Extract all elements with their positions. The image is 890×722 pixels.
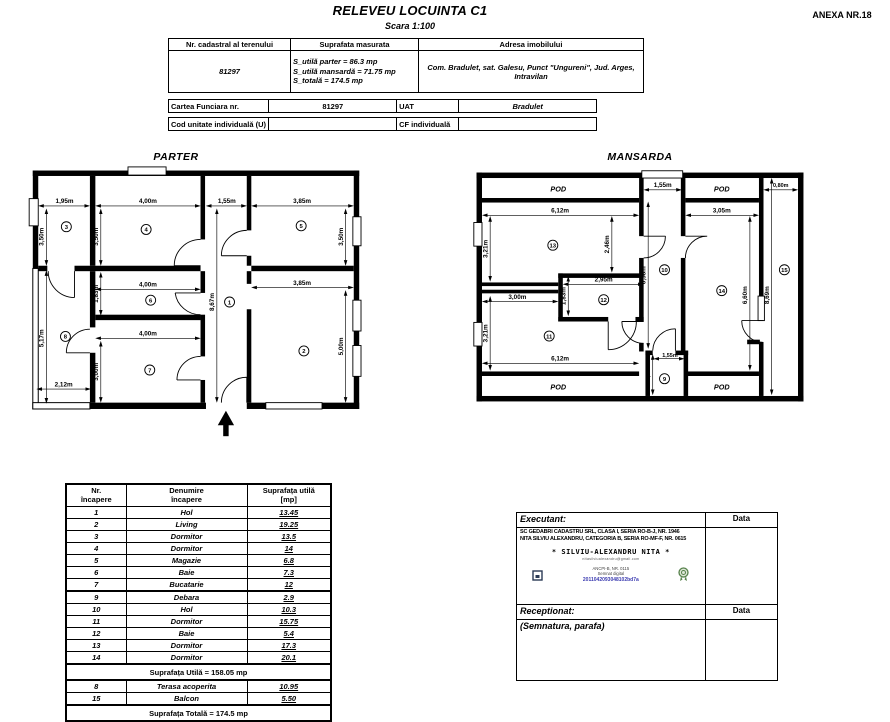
table-row [66, 519, 331, 531]
dim-label: 3,85m [293, 198, 312, 206]
land-book-label: Cartea Funciara nr. [169, 100, 269, 113]
dim-label: 3,21m [482, 324, 490, 343]
table-row [66, 531, 331, 543]
area-total: S_totală = 174.5 mp [293, 76, 363, 86]
uat-value: Bradulet [459, 100, 597, 113]
room-area: 20.1 [247, 652, 331, 665]
room-nr: 6 [66, 567, 126, 579]
room-name: Baie [126, 567, 247, 579]
room-nr: 2 [66, 519, 126, 531]
total-area: Suprafața Totală = 174.5 mp [66, 705, 331, 721]
header-line: Denumire [169, 485, 204, 495]
dim-label: 4,00m [138, 330, 157, 338]
dim-label: 3,50m [93, 227, 101, 246]
certificate-icon [532, 568, 543, 586]
dim-label: 1,55m [217, 198, 236, 206]
dim-label: 4,00m [138, 281, 157, 289]
room-name: Bucatarie [126, 579, 247, 592]
dim-label: 1,83m [93, 284, 101, 303]
room-name: Magazie [126, 555, 247, 567]
room-area: 17.3 [247, 640, 331, 652]
pod-label: POD [550, 184, 567, 194]
firm-line-2: NITA SILVIU ALEXANDRU, CATEGORIA B, SERIA RO-MF-F, NR. 0615 [520, 535, 687, 542]
dim-label: 1,95m [55, 198, 74, 206]
header-line: Nr. [91, 485, 102, 495]
dim-label: 8,67m [209, 293, 217, 311]
room-nr: 8 [66, 680, 126, 693]
stamp-name: * SILVIU-ALEXANDRU NITA * [551, 547, 670, 556]
semnatura-label: (Semnatura, parafa) [517, 620, 706, 681]
room-name: Dormitor [126, 652, 247, 665]
room-name: Dormitor [126, 640, 247, 652]
room-nr: 10 [66, 604, 126, 616]
room-nr: 3 [66, 531, 126, 543]
entrance-arrow [218, 411, 234, 436]
dim-label: 4,00m [138, 198, 157, 206]
table-row [66, 616, 331, 628]
page-subtitle: Scara 1:100 [384, 21, 436, 31]
table-row [66, 680, 331, 693]
room-nr: 11 [66, 616, 126, 628]
dim-label: 3,00m [508, 293, 527, 301]
data-label: Data [705, 513, 777, 528]
unit-code-table [168, 117, 597, 131]
dim-label: 3,85m [293, 279, 312, 287]
cadastral-number: 81297 [169, 51, 291, 93]
dim-label: 6,58m [640, 266, 648, 285]
uat-label: UAT [397, 100, 459, 113]
dim-label: 3,21m [482, 239, 490, 258]
dim-label: 3,50m [337, 227, 345, 246]
room-number: 9 [662, 376, 667, 383]
mansarda-windows [474, 171, 765, 346]
table-row [66, 543, 331, 555]
mansarda-walls [477, 173, 804, 402]
parter-windows [29, 167, 361, 409]
executant-date-cell [705, 528, 777, 605]
unit-code-label: Cod unitate individuală (U) [169, 118, 269, 131]
table-row [66, 652, 331, 665]
area-mansarda: S_utilă mansardă = 71.75 mp [293, 66, 396, 76]
data-label-2: Data [705, 605, 777, 620]
dim-label: 3,05m [712, 207, 731, 215]
room-name: Baie [126, 628, 247, 640]
dim-label: 2,46m [604, 235, 612, 254]
room-area: 10.95 [247, 680, 331, 693]
table-row [66, 604, 331, 616]
room-nr: 4 [66, 543, 126, 555]
receptionat-date-cell [705, 620, 777, 681]
room-nr: 12 [66, 628, 126, 640]
room-area: 6.8 [247, 555, 331, 567]
measured-areas [291, 51, 419, 93]
room-number: 5 [299, 224, 303, 231]
room-number: 2 [302, 349, 306, 356]
parter-floor-plan [28, 166, 364, 438]
room-area: 10.3 [247, 604, 331, 616]
dim-label: 1,83m [560, 287, 568, 306]
dim-label: 6,12m [551, 207, 570, 215]
room-number: 1 [227, 300, 232, 307]
land-book-number: 81297 [269, 100, 397, 113]
dim-label: 2,12m [54, 381, 73, 389]
cadastral-col3-header: Adresa imobilului [419, 39, 644, 51]
room-nr: 13 [66, 640, 126, 652]
header-line: încapere [171, 494, 202, 504]
page-title: RELEVEU LOCUINTA C1 [332, 3, 488, 18]
table-row [66, 693, 331, 706]
cf-individual-label: CF individuală [397, 118, 459, 131]
pod-label: POD [713, 184, 730, 194]
stamp-hash: 2011042093048102bd7a [582, 576, 639, 583]
room-area: 13.5 [247, 531, 331, 543]
cf-individual-value [459, 118, 597, 131]
dim-label: 5,17m [38, 329, 46, 348]
col-header-nr [66, 484, 126, 507]
pod-label: POD [713, 382, 730, 392]
room-area: 2.9 [247, 591, 331, 604]
room-area: 5.50 [247, 693, 331, 706]
room-number: 4 [144, 227, 148, 234]
room-number: 10 [661, 268, 668, 275]
room-nr: 15 [66, 693, 126, 706]
pod-label: POD [550, 382, 567, 392]
dim-label: 8,69m [763, 286, 771, 305]
cadastral-table [168, 38, 644, 93]
col-header-name [126, 484, 247, 507]
room-name: Debara [126, 591, 247, 604]
room-area: 13.45 [247, 507, 331, 519]
room-number: 8 [63, 334, 68, 341]
header-line: Suprafața utilă [262, 485, 315, 495]
room-number: 7 [148, 368, 152, 375]
header-line: [mp] [280, 494, 297, 504]
room-area: 7.3 [247, 567, 331, 579]
room-number: 14 [718, 288, 726, 295]
room-nr: 1 [66, 507, 126, 519]
seal-icon [677, 567, 690, 587]
unit-code-value [269, 118, 397, 131]
room-nr: 9 [66, 591, 126, 604]
mansarda-room-numbers [544, 240, 789, 383]
parter-title: PARTER [153, 151, 199, 163]
firm-line-1: SC GEDABRI CADASTRU SRL, CLASA I, SERIA RO-B-J, NR. 1946 [520, 529, 680, 535]
room-area: 12 [247, 579, 331, 592]
cadastral-col1-header: Nr. cadastral al terenului [169, 39, 291, 51]
dim-label: 1,55m [653, 182, 672, 190]
room-area: 14 [247, 543, 331, 555]
room-area: 5.4 [247, 628, 331, 640]
parter-dimensions [39, 198, 351, 401]
room-number: 6 [149, 298, 153, 305]
table-row [66, 591, 331, 604]
dim-label: 3,50m [38, 227, 46, 246]
room-name: Hol [126, 507, 247, 519]
receptionat-label: Receptionat: [517, 605, 706, 620]
room-number: 15 [781, 268, 788, 275]
dim-label: 2,95m [594, 276, 613, 284]
room-nr: 7 [66, 579, 126, 592]
annex-label: ANEXA NR.18 [812, 10, 872, 20]
room-name: Balcon [126, 693, 247, 706]
room-name: Terasa acoperita [126, 680, 247, 693]
stamp-signed-line: Semnat digital [597, 571, 625, 577]
room-name: Dormitor [126, 543, 247, 555]
signature-block [516, 512, 778, 681]
executant-stamp-cell [517, 528, 706, 605]
mansarda-doors [608, 236, 763, 350]
dim-label: 1,94 [645, 369, 652, 381]
room-area-table [65, 483, 332, 722]
room-nr: 5 [66, 555, 126, 567]
mansarda-floor-plan [472, 168, 808, 406]
table-row [66, 567, 331, 579]
room-name: Dormitor [126, 616, 247, 628]
dim-label: 6,12m [551, 355, 570, 363]
table-row [66, 507, 331, 519]
table-row [66, 555, 331, 567]
room-number: 3 [64, 225, 68, 232]
property-address: Com. Bradulet, sat. Galesu, Punct "Ungureni", Jud. Arges, Intravilan [419, 51, 644, 93]
mansarda-dimensions [482, 181, 795, 393]
mansarda-title: MANSARDA [607, 151, 673, 163]
table-row [66, 579, 331, 592]
room-name: Dormitor [126, 531, 247, 543]
dim-label: 3,00m [93, 362, 101, 381]
stamp-cert-line: ANCPI-B, NR. 0115 [592, 565, 630, 571]
room-name: Living [126, 519, 247, 531]
table-row [66, 640, 331, 652]
col-header-area [247, 484, 331, 507]
room-number: 13 [549, 243, 557, 250]
header-line: încapere [80, 494, 112, 504]
room-name: Hol [126, 604, 247, 616]
dim-label: 0,80m [773, 183, 789, 190]
room-nr: 14 [66, 652, 126, 665]
room-number: 12 [600, 297, 607, 304]
cadastral-col2-header: Suprafata masurata [291, 39, 419, 51]
room-area: 19.25 [247, 519, 331, 531]
useful-area-subtotal: Suprafața Utilă = 158.05 mp [66, 664, 331, 680]
dim-label: 1,55m [662, 352, 678, 359]
room-area: 15.75 [247, 616, 331, 628]
land-book-table [168, 99, 597, 113]
dim-label: 5,00m [337, 337, 345, 356]
executant-label: Executant: [517, 513, 706, 528]
room-number: 11 [546, 334, 553, 341]
area-parter: S_utilă parter = 86.3 mp [293, 56, 378, 66]
parter-walls [33, 171, 359, 409]
stamp-email: nitasilviualexandru@gmail.com [582, 556, 640, 561]
table-row [66, 628, 331, 640]
dim-label: 6,60m [742, 286, 750, 305]
